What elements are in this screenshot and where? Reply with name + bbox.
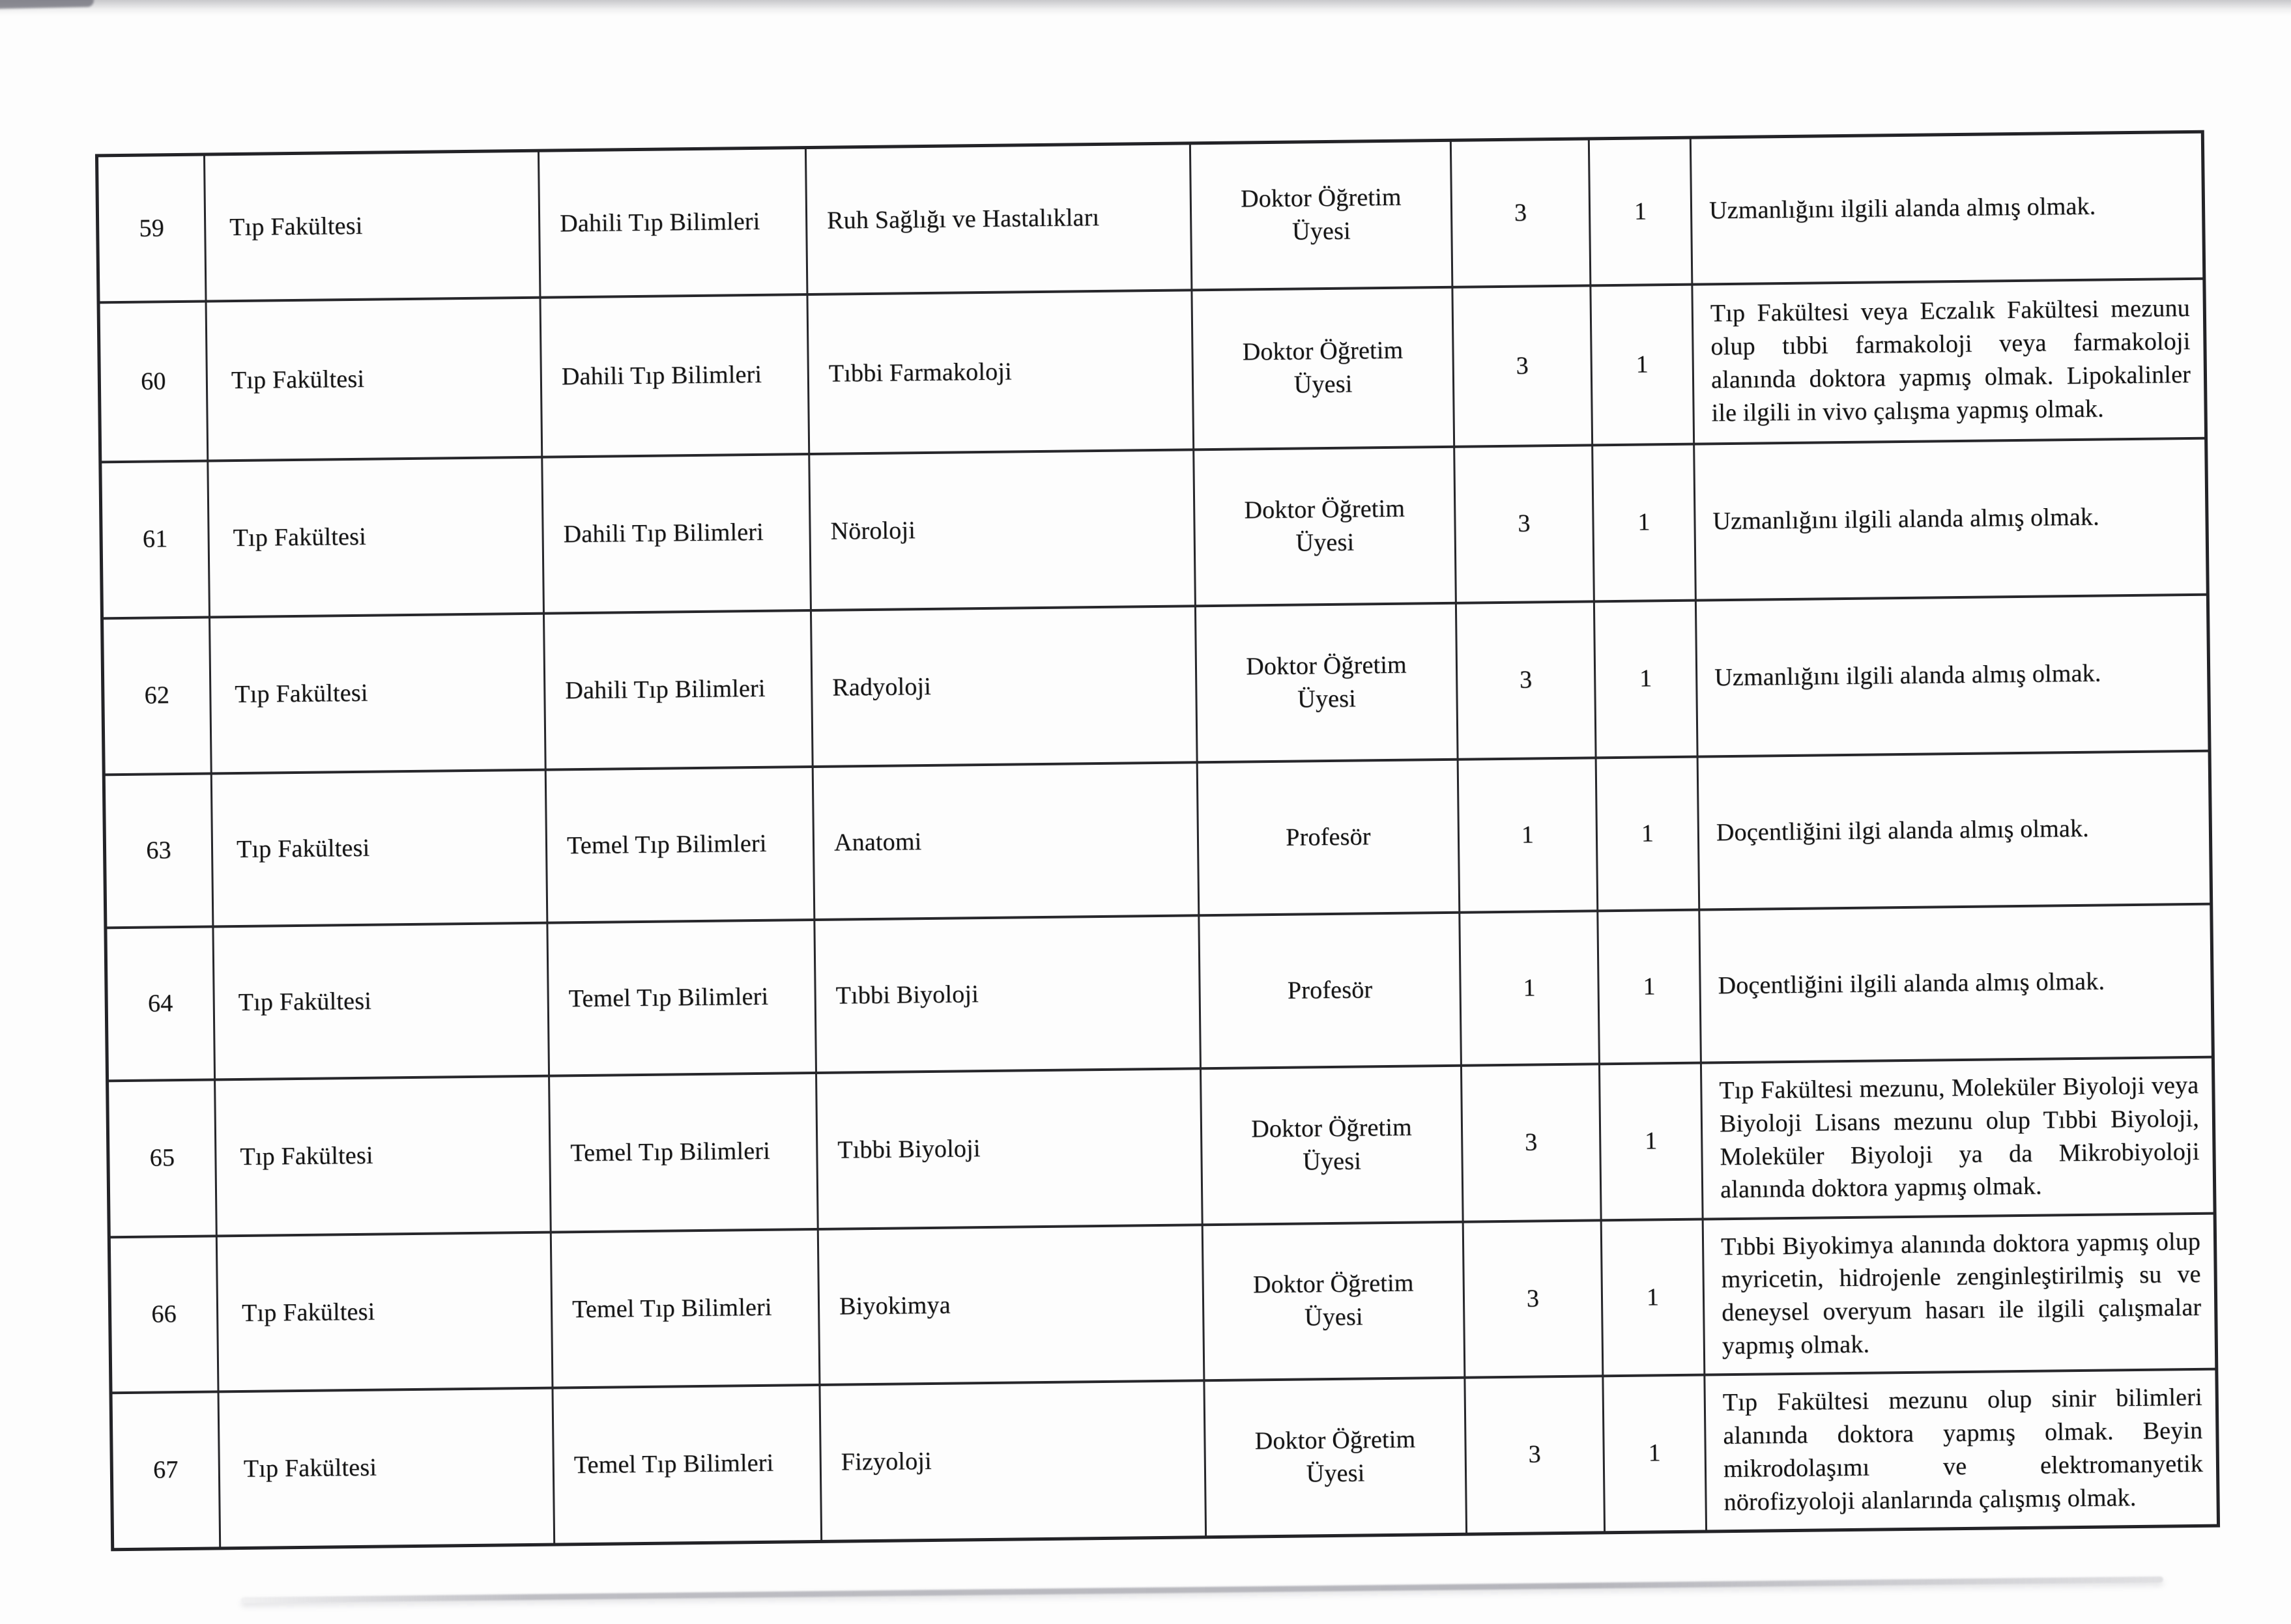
cell-field: Anatomi — [813, 762, 1199, 920]
cell-faculty: Tıp Fakültesi — [213, 922, 549, 1079]
cell-count: 1 — [1596, 756, 1699, 911]
table-row — [96, 132, 2204, 302]
cell-row-no: 67 — [111, 1392, 220, 1550]
cell-degree: 3 — [1450, 139, 1591, 287]
cell-department: Temel Tıp Bilimleri — [551, 1229, 820, 1388]
cell-field: Ruh Sağlığı ve Hastalıkları — [805, 143, 1192, 294]
table-row — [106, 904, 2213, 1081]
cell-department: Dahili Tıp Bilimleri — [540, 294, 809, 457]
cell-title: Doktor Öğretim Üyesi — [1204, 1378, 1467, 1537]
cell-faculty: Tıp Fakültesi — [216, 1232, 553, 1391]
cell-row-no: 63 — [104, 773, 213, 928]
cell-faculty: Tıp Fakültesi — [204, 150, 540, 301]
cell-requirement: Tıbbi Biyokimya alanında doktora yapmış olup myricetin, hidrojenle zenginleştirilmiş su ve deneysel overyum hasarı ile ilgili çalışmalar yapmış olmak. — [1703, 1213, 2217, 1375]
cell-title: Doktor Öğretim Üyesi — [1200, 1065, 1463, 1225]
cell-requirement: Uzmanlığını ilgili alanda almış olmak. — [1695, 594, 2210, 756]
cell-title: Doktor Öğretim Üyesi — [1194, 446, 1456, 606]
cell-row-no: 65 — [108, 1079, 217, 1237]
cell-degree: 1 — [1458, 758, 1598, 912]
cell-faculty: Tıp Fakültesi — [208, 457, 544, 617]
cell-faculty: Tıp Fakültesi — [211, 769, 547, 926]
cell-requirement: Tıp Fakültesi mezunu, Moleküler Biyoloji veya Biyoloji Lisans mezunu olup Tıbbi Biyoloji, Moleküler Biyoloji ya da Mikrobiyoloji alanında doktora yapmış olmak. — [1701, 1057, 2215, 1219]
cell-department: Temel Tıp Bilimleri — [547, 919, 816, 1076]
cell-requirement: Uzmanlığını ilgili alanda almış olmak. — [1690, 132, 2204, 284]
table-row — [102, 594, 2210, 775]
table-row — [108, 1057, 2215, 1237]
cell-count: 1 — [1598, 909, 1701, 1064]
academic-positions-table — [95, 130, 2220, 1551]
positions-table-wrapper — [95, 130, 2220, 1551]
cell-title: Doktor Öğretim Üyesi — [1190, 140, 1452, 290]
cell-row-no: 61 — [100, 461, 210, 618]
cell-count: 1 — [1592, 444, 1696, 601]
table-row — [98, 278, 2206, 462]
table-row — [111, 1369, 2219, 1550]
cell-row-no: 62 — [102, 617, 212, 775]
cell-count: 1 — [1589, 137, 1692, 285]
cell-department: Temel Tıp Bilimleri — [545, 766, 814, 922]
table-row — [100, 438, 2208, 618]
cell-faculty: Tıp Fakültesi — [210, 613, 546, 773]
cell-degree: 3 — [1456, 601, 1596, 759]
cell-title: Profesör — [1197, 759, 1460, 915]
cell-degree: 3 — [1463, 1220, 1603, 1378]
cell-requirement: Uzmanlığını ilgili alanda almış olmak. — [1694, 438, 2208, 600]
cell-count: 1 — [1601, 1219, 1705, 1376]
cell-requirement: Tıp Fakültesi veya Eczalık Fakültesi mezunu olup tıbbi farmakoloji veya farmakoloji alanında doktora yapmış olmak. Lipokalinler ile ilgili in vivo çalışma yapmış olmak. — [1692, 278, 2206, 444]
cell-department: Dahili Tıp Bilimleri — [538, 148, 807, 298]
scan-edge-artifact-bottom — [241, 1576, 2163, 1603]
cell-row-no: 64 — [106, 926, 215, 1081]
scan-edge-artifact-top-left — [0, 0, 94, 9]
cell-degree: 3 — [1452, 285, 1592, 446]
cell-requirement: Tıp Fakültesi mezunu olup sinir bilimleri alanında doktora yapmış olmak. Beyin mikrodolaşımı ve elektromanyetik nörofizyoloji alanlarında çalışmış olmak. — [1705, 1369, 2219, 1531]
cell-row-no: 66 — [109, 1236, 218, 1393]
cell-field: Fizyoloji — [820, 1380, 1206, 1541]
cell-department: Temel Tıp Bilimleri — [549, 1072, 818, 1232]
cell-title: Doktor Öğretim Üyesi — [1195, 603, 1458, 762]
cell-degree: 3 — [1465, 1376, 1605, 1534]
scan-edge-artifact-top — [0, 0, 2291, 16]
cell-department: Temel Tıp Bilimleri — [553, 1385, 822, 1545]
cell-field: Tıbbi Biyoloji — [816, 1068, 1203, 1229]
cell-degree: 3 — [1461, 1064, 1601, 1221]
cell-degree: 1 — [1460, 911, 1600, 1065]
cell-count: 1 — [1599, 1062, 1703, 1220]
cell-row-no: 59 — [96, 154, 206, 302]
cell-faculty: Tıp Fakültesi — [218, 1388, 555, 1548]
cell-requirement: Doçentliğini ilgili alanda almış olmak. — [1699, 904, 2213, 1062]
cell-title: Profesör — [1199, 912, 1462, 1068]
table-row — [104, 750, 2211, 928]
cell-requirement: Doçentliğini ilgi alanda almış olmak. — [1697, 750, 2212, 909]
cell-field: Biyokimya — [818, 1225, 1204, 1385]
cell-field: Nöroloji — [809, 449, 1196, 610]
cell-field: Tıbbi Biyoloji — [814, 915, 1201, 1073]
cell-row-no: 60 — [98, 301, 208, 462]
cell-count: 1 — [1594, 600, 1697, 758]
cell-title: Doktor Öğretim Üyesi — [1202, 1221, 1465, 1380]
cell-degree: 3 — [1454, 445, 1594, 603]
cell-field: Radyoloji — [811, 606, 1197, 767]
cell-title: Doktor Öğretim Üyesi — [1192, 287, 1454, 449]
cell-count: 1 — [1603, 1375, 1707, 1533]
cell-count: 1 — [1591, 284, 1694, 445]
cell-faculty: Tıp Fakültesi — [206, 297, 542, 461]
cell-department: Dahili Tıp Bilimleri — [543, 610, 813, 770]
table-row — [109, 1213, 2217, 1393]
cell-department: Dahili Tıp Bilimleri — [542, 454, 811, 614]
cell-field: Tıbbi Farmakoloji — [807, 290, 1194, 454]
cell-faculty: Tıp Fakültesi — [215, 1076, 551, 1236]
